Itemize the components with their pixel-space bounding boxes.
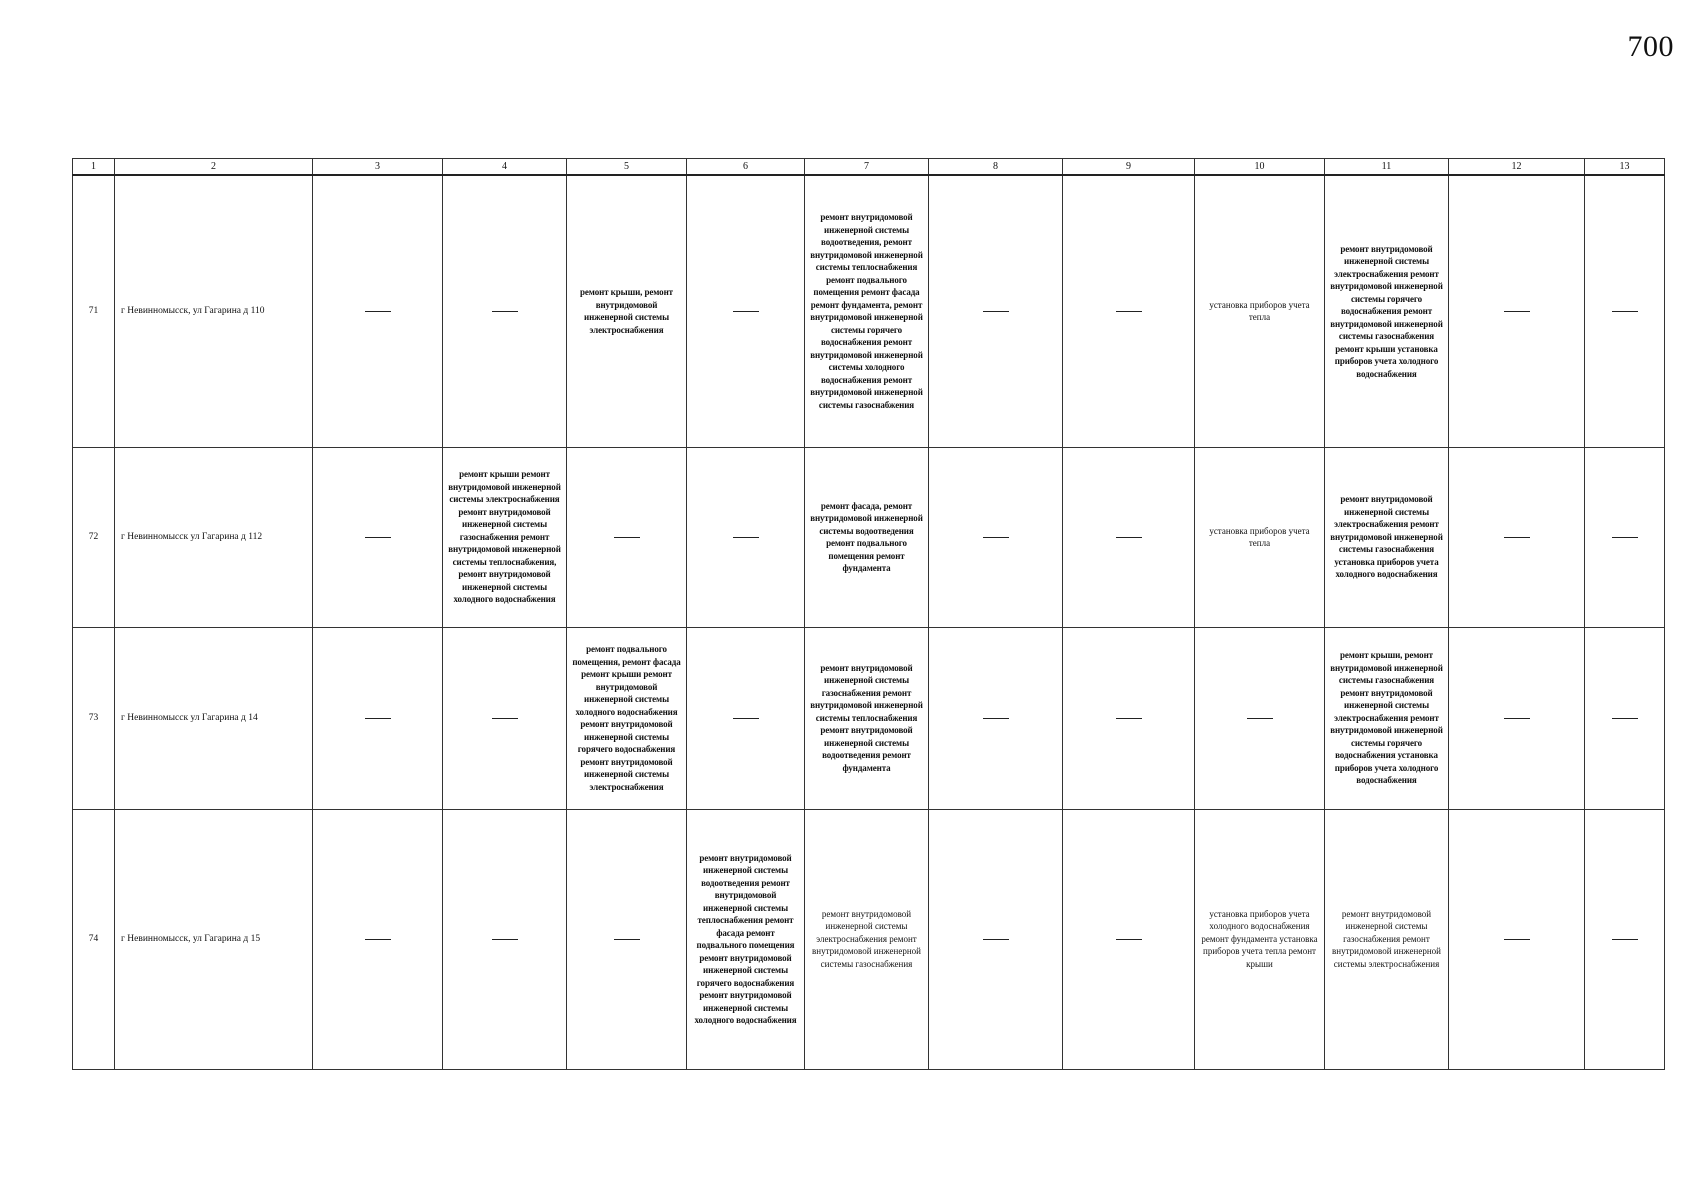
repair-schedule-table bbox=[72, 158, 1665, 1070]
work-cell: ремонт внутридомовой инженерной системы электроснабжения ремонт внутридомовой инженерной системы газоснабжения установка приборов учета холодного водоснабжения bbox=[1325, 447, 1449, 627]
dash-cell bbox=[567, 447, 687, 627]
dash-cell bbox=[1449, 809, 1585, 1069]
empty-dash bbox=[733, 537, 759, 538]
work-cell: ремонт крыши ремонт внутридомовой инженерной системы электроснабжения ремонт внутридомовой инженерной системы газоснабжения ремонт внутридомовой инженерной системы теплоснабжения, ремонт внутридомовой инженерной системы холодного водоснабжения bbox=[443, 447, 567, 627]
dash-cell bbox=[1063, 175, 1195, 447]
column-header: 2 bbox=[115, 159, 313, 176]
dash-cell bbox=[567, 809, 687, 1069]
empty-dash bbox=[365, 939, 391, 940]
address-cell: г Невинномысск ул Гагарина д 14 bbox=[115, 627, 313, 809]
dash-cell bbox=[313, 809, 443, 1069]
work-cell: ремонт внутридомовой инженерной системы электроснабжения ремонт внутридомовой инженерной системы горячего водоснабжения ремонт внутридомовой инженерной системы газоснабжения ремонт крыши установка приборов учета холодного водоснабжения bbox=[1325, 175, 1449, 447]
column-header: 9 bbox=[1063, 159, 1195, 176]
column-header: 4 bbox=[443, 159, 567, 176]
empty-dash bbox=[983, 537, 1009, 538]
address-cell: г Невинномысск, ул Гагарина д 15 bbox=[115, 809, 313, 1069]
address-cell: г Невинномысск, ул Гагарина д 110 bbox=[115, 175, 313, 447]
dash-cell bbox=[313, 627, 443, 809]
empty-dash bbox=[365, 537, 391, 538]
dash-cell bbox=[687, 175, 805, 447]
empty-dash bbox=[492, 311, 518, 312]
column-header: 13 bbox=[1585, 159, 1665, 176]
empty-dash bbox=[1504, 311, 1530, 312]
row-number: 73 bbox=[73, 627, 115, 809]
dash-cell bbox=[1195, 627, 1325, 809]
column-header: 10 bbox=[1195, 159, 1325, 176]
dash-cell bbox=[929, 175, 1063, 447]
dash-cell bbox=[929, 627, 1063, 809]
work-cell: ремонт внутридомовой инженерной системы газоснабжения ремонт внутридомовой инженерной системы теплоснабжения ремонт внутридомовой инженерной системы водоотведения ремонт фундамента bbox=[805, 627, 929, 809]
dash-cell bbox=[313, 447, 443, 627]
empty-dash bbox=[365, 311, 391, 312]
empty-dash bbox=[983, 939, 1009, 940]
dash-cell bbox=[1449, 447, 1585, 627]
dash-cell bbox=[1449, 175, 1585, 447]
dash-cell bbox=[1585, 447, 1665, 627]
page-number: 700 bbox=[1627, 30, 1674, 63]
dash-cell bbox=[1449, 627, 1585, 809]
empty-dash bbox=[1612, 939, 1638, 940]
table-row bbox=[73, 447, 1665, 627]
dash-cell bbox=[687, 627, 805, 809]
work-cell: ремонт внутридомовой инженерной системы водоотведения ремонт внутридомовой инженерной системы теплоснабжения ремонт фасада ремонт подвального помещения ремонт внутридомовой инженерной системы горячего водоснабжения ремонт внутридомовой инженерной системы холодного водоснабжения bbox=[687, 809, 805, 1069]
empty-dash bbox=[983, 311, 1009, 312]
address-cell: г Невинномысск ул Гагарина д 112 bbox=[115, 447, 313, 627]
work-cell: ремонт внутридомовой инженерной системы газоснабжения ремонт внутридомовой инженерной системы электроснабжения bbox=[1325, 809, 1449, 1069]
row-number: 72 bbox=[73, 447, 115, 627]
empty-dash bbox=[733, 718, 759, 719]
row-number: 71 bbox=[73, 175, 115, 447]
empty-dash bbox=[1116, 939, 1142, 940]
dash-cell bbox=[1063, 627, 1195, 809]
work-cell: ремонт внутридомовой инженерной системы электроснабжения ремонт внутридомовой инженерной системы газоснабжения bbox=[805, 809, 929, 1069]
column-number-row bbox=[73, 159, 1665, 176]
empty-dash bbox=[1612, 311, 1638, 312]
dash-cell bbox=[443, 627, 567, 809]
dash-cell bbox=[929, 447, 1063, 627]
empty-dash bbox=[1247, 718, 1273, 719]
work-cell: ремонт крыши, ремонт внутридомовой инженерной системы газоснабжения ремонт внутридомовой инженерной системы электроснабжения ремонт внутридомовой инженерной системы горячего водоснабжения установка приборов учета холодного водоснабжения bbox=[1325, 627, 1449, 809]
column-header: 11 bbox=[1325, 159, 1449, 176]
dash-cell bbox=[1585, 627, 1665, 809]
empty-dash bbox=[365, 718, 391, 719]
work-cell: установка приборов учета холодного водоснабжения ремонт фундамента установка приборов учета тепла ремонт крыши bbox=[1195, 809, 1325, 1069]
dash-cell bbox=[1063, 809, 1195, 1069]
empty-dash bbox=[1504, 537, 1530, 538]
empty-dash bbox=[1116, 718, 1142, 719]
empty-dash bbox=[1116, 311, 1142, 312]
empty-dash bbox=[614, 939, 640, 940]
empty-dash bbox=[492, 939, 518, 940]
table-row bbox=[73, 175, 1665, 447]
column-header: 12 bbox=[1449, 159, 1585, 176]
empty-dash bbox=[614, 537, 640, 538]
work-cell: ремонт внутридомовой инженерной системы водоотведения, ремонт внутридомовой инженерной системы теплоснабжения ремонт подвального помещения ремонт фасада ремонт фундамента, ремонт внутридомовой инженерной системы горячего водоснабжения ремонт внутридомовой инженерной системы холодного водоснабжения ремонт внутридомовой инженерной системы газоснабжения bbox=[805, 175, 929, 447]
work-cell: ремонт фасада, ремонт внутридомовой инженерной системы водоотведения ремонт подвального помещения ремонт фундамента bbox=[805, 447, 929, 627]
dash-cell bbox=[443, 809, 567, 1069]
dash-cell bbox=[313, 175, 443, 447]
column-header: 1 bbox=[73, 159, 115, 176]
empty-dash bbox=[983, 718, 1009, 719]
work-cell: ремонт крыши, ремонт внутридомовой инженерной системы электроснабжения bbox=[567, 175, 687, 447]
table-row bbox=[73, 809, 1665, 1069]
work-cell: ремонт подвального помещения, ремонт фасада ремонт крыши ремонт внутридомовой инженерной системы холодного водоснабжения ремонт внутридомовой инженерной системы горячего водоснабжения ремонт внутридомовой инженерной системы электроснабжения bbox=[567, 627, 687, 809]
empty-dash bbox=[733, 311, 759, 312]
dash-cell bbox=[443, 175, 567, 447]
column-header: 3 bbox=[313, 159, 443, 176]
empty-dash bbox=[1504, 718, 1530, 719]
dash-cell bbox=[1585, 809, 1665, 1069]
empty-dash bbox=[1612, 718, 1638, 719]
column-header: 8 bbox=[929, 159, 1063, 176]
dash-cell bbox=[929, 809, 1063, 1069]
dash-cell bbox=[1063, 447, 1195, 627]
column-header: 5 bbox=[567, 159, 687, 176]
column-header: 6 bbox=[687, 159, 805, 176]
empty-dash bbox=[1504, 939, 1530, 940]
table-row bbox=[73, 627, 1665, 809]
empty-dash bbox=[1612, 537, 1638, 538]
dash-cell bbox=[1585, 175, 1665, 447]
dash-cell bbox=[687, 447, 805, 627]
work-cell: установка приборов учета тепла bbox=[1195, 175, 1325, 447]
row-number: 74 bbox=[73, 809, 115, 1069]
work-cell: установка приборов учета тепла bbox=[1195, 447, 1325, 627]
empty-dash bbox=[492, 718, 518, 719]
column-header: 7 bbox=[805, 159, 929, 176]
empty-dash bbox=[1116, 537, 1142, 538]
